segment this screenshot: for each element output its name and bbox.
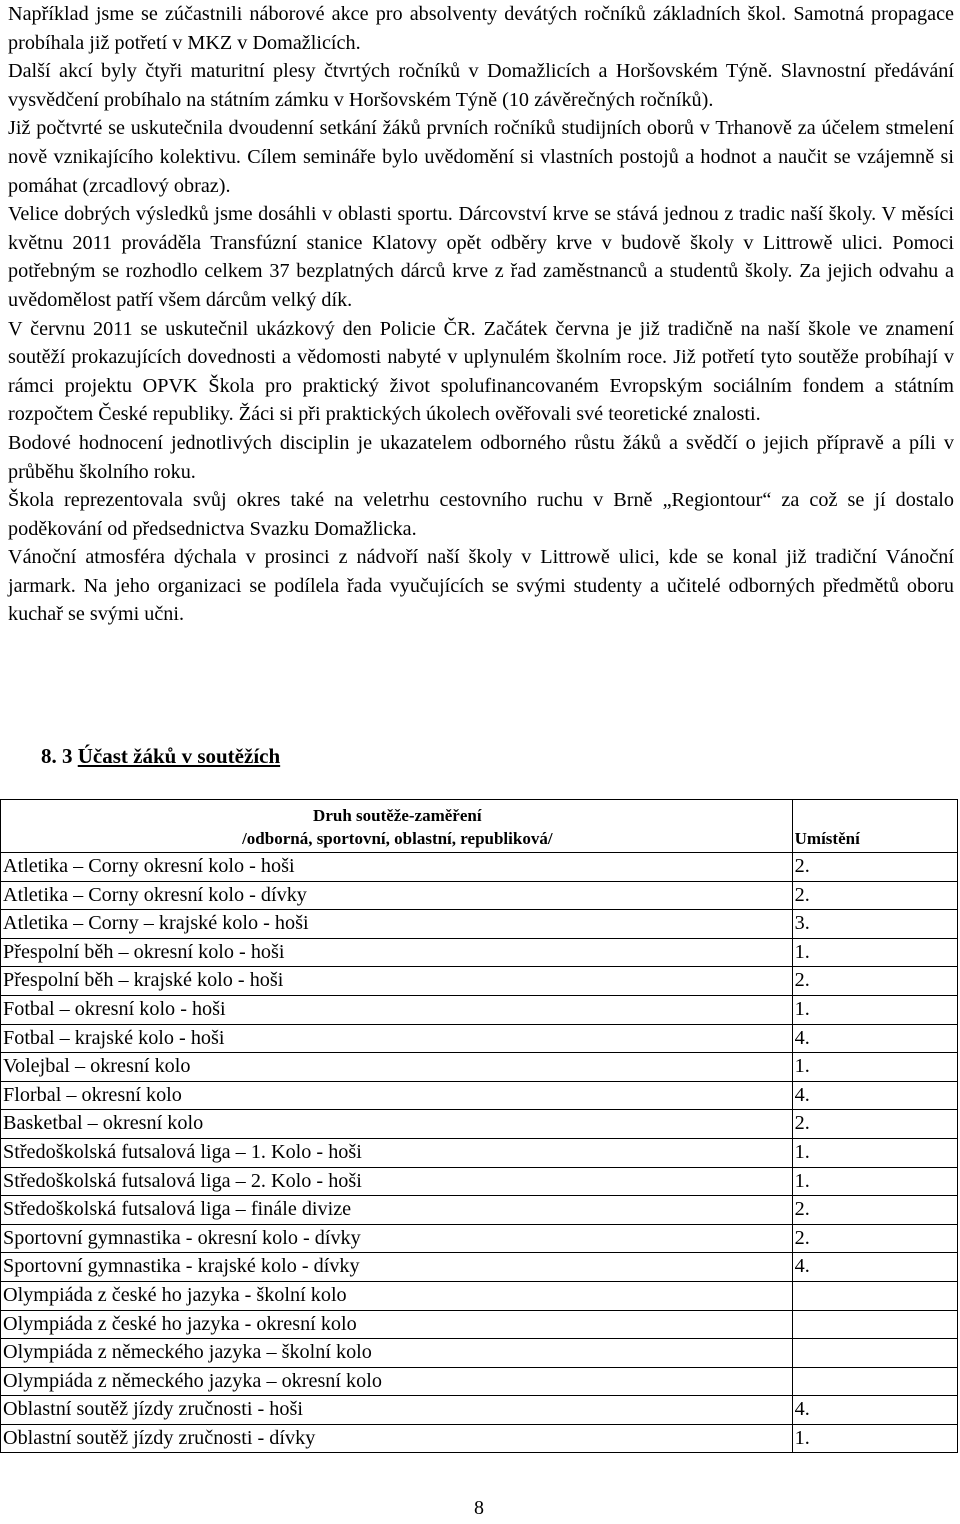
table-body: [1, 853, 958, 1453]
table-row: [1, 1081, 958, 1110]
placement-value: 3.: [792, 910, 957, 939]
competition-name: Fotbal – krajské kolo - hoši: [1, 1024, 793, 1053]
competition-name: Oblastní soutěž jízdy zručnosti - hoši: [1, 1396, 793, 1425]
table-row: [1, 1310, 958, 1339]
placement-value: 2.: [792, 1110, 957, 1139]
table-row: [1, 938, 958, 967]
paragraph: Již počtvrté se uskutečnila dvoudenní setkání žáků prvních ročníků studijních oborů v Trhanově za účelem stmelení nově vznikajícího kolektivu. Cílem semináře bylo uvědomění si vlastních postojů a hodnot a naučit se vzájemně si pomáhat (zrcadlový obraz).: [8, 117, 954, 197]
competition-name: Atletika – Corny okresní kolo - hoši: [1, 853, 793, 882]
table-row: [1, 910, 958, 939]
paragraph: Bodové hodnocení jednotlivých disciplin je ukazatelem odborného růstu žáků a svědčí o jejich přípravě a píli v průběhu školního roku.: [8, 431, 954, 483]
placement-value: [792, 1339, 957, 1368]
table-row: [1, 995, 958, 1024]
paragraph: Velice dobrých výsledků jsme dosáhli v oblasti sportu. Dárcovství krve se stává jednou z tradic naší školy. V měsíci květnu 2011 prováděla Transfúzní stanice Klatovy opět odběry krve v budově školy v Littrowě ulici. Pomoci potřebným se rozhodlo celkem 37 bezplatných dárců krve z řad zaměstnanců a studentů školy. Za jejich odvahu a uvědomělost patří všem dárcům velký dík.: [8, 203, 954, 311]
table-row: [1, 967, 958, 996]
competition-table: [0, 799, 958, 1453]
table-row: [1, 1196, 958, 1225]
competition-name: Olympiáda z německého jazyka – školní kolo: [1, 1339, 793, 1368]
competition-name: Volejbal – okresní kolo: [1, 1053, 793, 1082]
header-placement: Umístění: [792, 800, 957, 853]
competition-name: Olympiáda z české ho jazyka - školní kolo: [1, 1281, 793, 1310]
paragraph: Vánoční atmosféra dýchala v prosinci z nádvoří naší školy v Littrowě ulici, kde se konal již tradiční Vánoční jarmark. Na jeho organizaci se podílela řada vyučujících se svými studenty a učitelé odborných předmětů oboru kuchař se svými učni.: [8, 546, 954, 626]
competition-name: Sportovní gymnastika - okresní kolo - dívky: [1, 1224, 793, 1253]
placement-value: [792, 1310, 957, 1339]
placement-value: [792, 1367, 957, 1396]
table-row: [1, 1253, 958, 1282]
paragraph: Škola reprezentovala svůj okres také na veletrhu cestovního ruchu v Brně „Regiontour“ za což se jí dostalo poděkování od předsednictva Svazku Domažlicka.: [8, 489, 954, 540]
competition-name: Fotbal – okresní kolo - hoši: [1, 995, 793, 1024]
placement-value: 4.: [792, 1081, 957, 1110]
placement-value: [792, 1281, 957, 1310]
placement-value: 2.: [792, 1196, 957, 1225]
section-number: 8. 3: [41, 744, 78, 768]
placement-value: 1.: [792, 938, 957, 967]
table-header-row: [1, 800, 958, 853]
table-row: [1, 1424, 958, 1453]
placement-value: 1.: [792, 1138, 957, 1167]
table-row: [1, 881, 958, 910]
table-row: [1, 1339, 958, 1368]
page-number: 8: [474, 1497, 484, 1519]
table-row: [1, 1281, 958, 1310]
table-row: [1, 1367, 958, 1396]
table-row: [1, 1396, 958, 1425]
competition-name: Atletika – Corny – krajské kolo - hoši: [1, 910, 793, 939]
competition-name: Středoškolská futsalová liga – 2. Kolo - hoši: [1, 1167, 793, 1196]
placement-value: 2.: [792, 881, 957, 910]
placement-value: 2.: [792, 1224, 957, 1253]
section-heading: [41, 744, 280, 769]
table-row: [1, 853, 958, 882]
competition-name: Atletika – Corny okresní kolo - dívky: [1, 881, 793, 910]
competition-name: Sportovní gymnastika - krajské kolo - dívky: [1, 1253, 793, 1282]
table-row: [1, 1024, 958, 1053]
header-line-2: /odborná, sportovní, oblastní, republiková/: [242, 829, 553, 848]
header-line-1: Druh soutěže-zaměření: [313, 806, 482, 825]
competition-name: Olympiáda z české ho jazyka - okresní kolo: [1, 1310, 793, 1339]
competition-name: Středoškolská futsalová liga – 1. Kolo - hoši: [1, 1138, 793, 1167]
placement-value: 1.: [792, 1053, 957, 1082]
table-row: [1, 1167, 958, 1196]
table-row: [1, 1138, 958, 1167]
paragraph: V červnu 2011 se uskutečnil ukázkový den Policie ČR. Začátek června je již tradičně na naší škole ve znamení soutěží prokazujících dovednosti a vědomosti nabyté v uplynulém školním roce. Již potřetí tyto soutěže probíhají v rámci projektu OPVK Škola pro praktický život spolufinancovaném Evropským sociálním fondem a státním rozpočtem České republiky. Žáci si při praktických úkolech ověřovali své teoretické znalosti.: [8, 317, 954, 426]
competition-name: Olympiáda z německého jazyka – okresní kolo: [1, 1367, 793, 1396]
competition-name: Přespolní běh – krajské kolo - hoši: [1, 967, 793, 996]
competition-name: Oblastní soutěž jízdy zručnosti - dívky: [1, 1424, 793, 1453]
placement-value: 2.: [792, 853, 957, 882]
competition-name: Basketbal – okresní kolo: [1, 1110, 793, 1139]
table-row: [1, 1053, 958, 1082]
placement-value: 2.: [792, 967, 957, 996]
placement-value: 4.: [792, 1396, 957, 1425]
paragraph: Například jsme se zúčastnili náborové akce pro absolventy devátých ročníků základních škol. Samotná propagace probíhala již potřetí v MKZ v Domažlicích.: [8, 3, 954, 54]
table-row: [1, 1110, 958, 1139]
placement-value: 4.: [792, 1024, 957, 1053]
competition-name: Středoškolská futsalová liga – finále divize: [1, 1196, 793, 1225]
competition-name: Přespolní běh – okresní kolo - hoši: [1, 938, 793, 967]
paragraph: Další akcí byly čtyři maturitní plesy čtvrtých ročníků v Domažlicích a Horšovském Týně. Slavnostní předávání vysvědčení probíhalo na státním zámku v Horšovském Týně (10 závěrečných ročníků).: [8, 60, 954, 111]
placement-value: 1.: [792, 995, 957, 1024]
body-text: [8, 0, 954, 629]
section-title-text: Účast žáků v soutěžích: [77, 744, 281, 768]
document-page: [8, 0, 954, 629]
placement-value: 4.: [792, 1253, 957, 1282]
competition-name: Florbal – okresní kolo: [1, 1081, 793, 1110]
placement-value: 1.: [792, 1167, 957, 1196]
placement-value: 1.: [792, 1424, 957, 1453]
header-competition-type: [1, 800, 793, 853]
table-row: [1, 1224, 958, 1253]
